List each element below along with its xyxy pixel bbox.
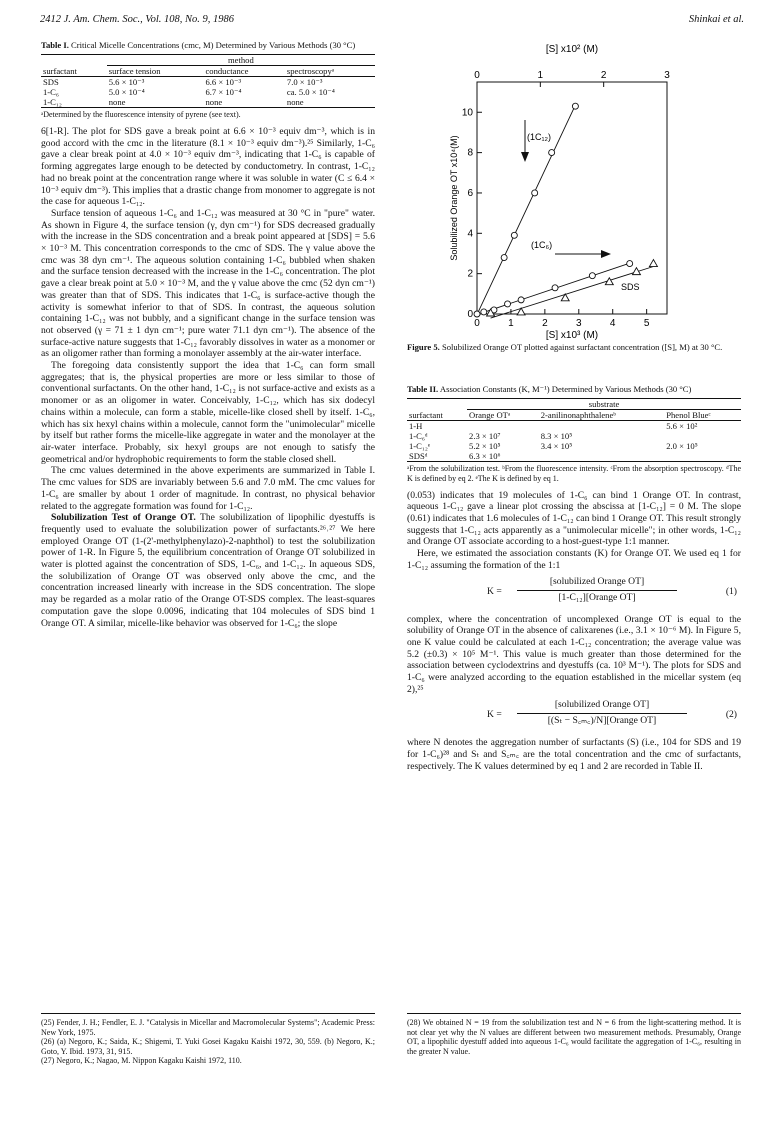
table1-col: conductance xyxy=(205,66,249,77)
figure5 xyxy=(407,40,741,382)
data-point-c6 xyxy=(505,301,511,307)
footnotes-right xyxy=(407,1013,741,1056)
table1-col: spectroscopyᵃ xyxy=(286,66,335,77)
data-point-c12 xyxy=(532,190,538,196)
left-column xyxy=(41,40,375,629)
y-tick-label: 6 xyxy=(467,187,473,199)
equation-1: K = [solubilized Orange OT] [1-C₁₂][Orange OT] (1) xyxy=(487,575,737,603)
reference: (25) Fender, J. H.; Fendler, E. J. "Catalysis in Micellar and Macromolecular Systems"; Academic Press: New York, 1975. xyxy=(41,1018,375,1037)
x-tick-label: 2 xyxy=(542,318,548,329)
x-tick-label: 4 xyxy=(609,318,616,329)
paragraph: where N denotes the aggregation number of surfactants (S) (i.e., 104 for SDS and 19 for 1-C₆)²⁸ and Sₜ and S꜀ₘ꜀ are the total concentration and the cmc of surfactants, respectively. The K values determined by eq 1 and 2 are recorded in Table II. xyxy=(407,737,741,772)
x-tick-label: 5 xyxy=(643,318,650,329)
figure5-chart xyxy=(407,40,741,340)
table2-footnote: ᵃFrom the solubilization test. ᵇFrom the fluorescence intensity. ᶜFrom the absorption spectroscopy. ᵈThe K is defined by eq 2. ᵉThe K is defined by eq 1. xyxy=(407,464,741,483)
top-axis-label: [S] x10² (M) xyxy=(545,44,599,55)
y-tick-label: 0 xyxy=(467,309,473,320)
paragraph: Solubilization Test of Orange OT. The solubilization of lipophilic dyestuffs is frequently used to evaluate the solubilization power of surfactants.²⁶˒²⁷ We here employed Orange OT (1-(2'-methylphenylazo)-2-naphthol) to test the solubilization power of 1-R. In Figure 5, the equilibrium concentration of Orange OT solubilized in water is plotted against the concentration of SDS, 1-C₆, and 1-C₁₂. In aqueous SDS, the solubilization of Orange OT was observed only above the cmc, and the concentration increased linearly with increase in the SDS concentration. The slope may be regarded as a molar ratio of the Orange OT-SDS complex. The least-squares computation gave the slope 0.0096, indicating that 104 molecules of SDS bind 1 Orange OT. A similar, micelle-like behavior was observed for 1-C₆; the slope xyxy=(41,512,375,629)
table2-col: surfactant xyxy=(409,410,443,421)
x-tick-label: 3 xyxy=(576,318,582,329)
series-line xyxy=(491,267,654,319)
table-row: 1-C₆ 5.0 × 10⁻⁴ 6.7 × 10⁻⁴ ca. 5.0 × 10⁻⁴ xyxy=(43,87,335,98)
table1-col: surface tension xyxy=(108,66,161,77)
y-axis-label: Solubilized Orange OT x10⁴(M) xyxy=(449,135,459,261)
table2-caption: Table II. Association Constants (K, M⁻¹) Determined by Various Methods (30 °C) xyxy=(407,384,692,394)
table-row: 1-C₁₂ᵉ 5.2 × 10⁵ 3.4 × 10⁵ 2.0 × 10⁵ xyxy=(409,441,698,452)
data-point-c6 xyxy=(552,285,558,291)
data-point-c6 xyxy=(518,297,524,303)
table1 xyxy=(41,54,375,108)
paragraph: complex, where the concentration of uncomplexed Orange OT is equal to the solubility of Orange OT in the absence of calixarenes (i.e., 3.1 × 10⁻⁶ M). In Figure 5, one K value could be calculated at each 1-C₁₂ concentration; the average value was 5.2 (±0.3) × 10⁵ M⁻¹. This value is much greater than those determined for the association between cyclodextrins and dyestuffs (ca. 10³ M⁻¹). The plots for SDS and 1-C₆ were analyzed according to the equation established in the micellar system (eq 2),²⁵ xyxy=(407,613,741,695)
table2-col: 2-anilinonaphthaleneᵇ xyxy=(540,410,616,421)
table1-col: surfactant xyxy=(43,66,77,77)
series-label-c12: (1C₁₂) xyxy=(527,132,552,142)
data-point-c6 xyxy=(481,309,487,315)
arrow-head xyxy=(521,152,529,162)
series-label-sds: SDS xyxy=(621,282,640,292)
reference: (28) We obtained N = 19 from the solubilization test and N = 6 from the light-scattering method. It is not clear yet why the N values are different between two measurement methods. Presumably, Orange OT, a lipophilic dyestuff added into aqueous 1-C₆ would facilitate the aggregation of 1-C₆, resulting in the greater N value. xyxy=(407,1018,741,1056)
series-label-c6: (1C₆) xyxy=(531,240,553,250)
y-tick-label: 4 xyxy=(467,228,473,240)
journal-citation: 2412 J. Am. Chem. Soc., Vol. 108, No. 9, 1986 xyxy=(40,14,235,25)
y-tick-label: 8 xyxy=(467,147,473,159)
y-tick-label: 10 xyxy=(461,107,473,119)
right-column xyxy=(407,40,741,773)
table2-col: Orange OTᵃ xyxy=(469,410,511,421)
table-row: 1-H 5.6 × 10² xyxy=(409,421,698,432)
top-tick-label: 2 xyxy=(600,70,607,81)
table-row: SDS 5.6 × 10⁻³ 6.6 × 10⁻³ 7.0 × 10⁻³ xyxy=(43,77,323,88)
bottom-axis-label: [S] x10³ (M) xyxy=(545,330,599,340)
reference: (26) (a) Negoro, K.; Saida, K.; Shigemi, T. Yuki Gosei Kagaku Kaishi 1972, 30, 559. (b) Negoro, K.; Goto, Y. Ibid. 1973, 31, 915. xyxy=(41,1037,375,1056)
data-point-c12 xyxy=(511,232,517,238)
top-tick-label: 1 xyxy=(537,70,544,81)
reference: (27) Negoro, K.; Nagao, M. Nippon Kagaku Kaishi 1972, 110. xyxy=(41,1056,242,1066)
data-point-c12 xyxy=(572,103,578,109)
table2 xyxy=(407,398,741,462)
table-row: 1-C₆ᵈ 2.3 × 10⁷ 8.3 × 10⁵ xyxy=(409,431,573,442)
equation-2: K = [solubilized Orange OT] [(Sₜ − S꜀ₘ꜀)/N][Orange OT] (2) xyxy=(487,699,737,727)
data-point-c12 xyxy=(549,150,555,156)
paragraph: Surface tension of aqueous 1-C₆ and 1-C₁₂ was measured at 30 °C in "pure" water. As shown in Figure 4, the surface tension (γ, dyn cm⁻¹) for SDS decreased gradually with the increase in the SDS concentration and a break point appeared at [SDS] = 5.6 × 10⁻³ M. This concentration corresponds to the cmc of SDS. The γ value above the cmc was 38 dyn cm⁻¹. The aqueous solution containing 1-C₆ bubbled when shaken and the surface tension decreased with the increase in the 1-C₆ concentration. The plot gave a clear break point at 5.0 × 10⁻³ M, and the γ value above the cmc (52 dyn cm⁻¹) was greater than that of SDS. This indicates that 1-C₆ is surface-active though the activity is somewhat inferior to that of SDS. In contrast, the aqueous solution containing 1-C₁₂ was not bubbly, and a significant change in the surface tension was not observed (γ = 71 ± 1 dyn cm⁻¹; pure water 71.1 dyn cm⁻¹). The absence of the surface-active nature suggests that 1-C₁₂ favorably dissolves in water as a monomer or as an oligomer rather than forming a monolayer assembly at the air-water interface. xyxy=(41,207,375,360)
data-point-c12 xyxy=(474,311,480,317)
arrow-head xyxy=(601,250,611,258)
paragraph: The foregoing data consistently support the idea that 1-C₆ can form small aggregates; that is, the physical properties are more or less similar to those of conventional surfactants. On the other hand, 1-C₁₂ is not surface-active and exists as a monomer or as an oligomer in water. Conceivably, 1-C₁₂, which has six dodecyl chains within a molecule, can form a stable, micelle-like closed shell by itself. 1-C₆, which has six hexyl chains within a molecule, cannot form the "unimolecular" micelle by itself but rather forms the micelle-like aggregate in water and the monolayer at the air-water interface. Probably, six hexyl groups are not enough to satisfy the geometrical and/or hydrophobic requirements to form the stable closed shell. xyxy=(41,360,375,465)
section-heading: Solubilization Test of Orange OT. xyxy=(51,512,196,524)
footnotes-left xyxy=(41,1013,375,1066)
table2-group-header: substrate xyxy=(467,399,741,410)
table2-col: Phenol Blueᶜ xyxy=(666,410,711,421)
x-tick-label: 1 xyxy=(508,318,514,329)
data-point-c12 xyxy=(501,255,507,261)
paragraph: 6[1-R]. The plot for SDS gave a break point at 6.6 × 10⁻³ equiv dm⁻³, which is in good accord with the cmc in the literature (8.1 × 10⁻³ equiv dm⁻³).²⁵ Similarly, 1-C₆ gave a clear break point at 4.0 × 10⁻³ equiv dm⁻³, indicating that 1-C₆ is capable of forming aggregates large enough to be detected by conductometry. In contrast, 1-C₁₂ had no break point at the concentration range where it was soluble in water (C ≤ 6.4 × 10⁻³ equiv dm⁻³). This implies that a drastic change from monomer to aggregate is not the case for aqueous 1-C₁₂. xyxy=(41,126,375,208)
y-tick-label: 2 xyxy=(467,268,473,280)
authors: Shinkai et al. xyxy=(688,14,744,25)
x-tick-label: 0 xyxy=(474,318,480,329)
table1-caption: Table I. Critical Micelle Concentrations (cmc, M) Determined by Various Methods (30 °C) xyxy=(41,40,356,50)
top-tick-label: 3 xyxy=(664,70,670,81)
table1-footnote: ᵃDetermined by the fluorescence intensity of pyrene (see text). xyxy=(41,110,241,120)
paragraph: (0.053) indicates that 19 molecules of 1-C₆ can bind 1 Orange OT. In contrast, aqueous 1-C₁₂ gave a linear plot crossing the abscissa at [1-C₁₂] = 0 M. The slope (0.61) indicates that 1.6 molecules of 1-C₁₂ can bind 1 Orange OT. This result strongly suggests that 1-C₁₂ acts apparently as a "unimolecular micelle"; in other words, 1-C₁₂ and Orange OT associate according to a host-guest-type 1:1 manner. xyxy=(407,489,741,548)
paragraph: Here, we estimated the association constants (K) for Orange OT. We used eq 1 for 1-C₁₂ assuming the formation of the 1:1 xyxy=(407,548,741,571)
data-point-sds xyxy=(649,260,657,267)
data-point-c6 xyxy=(589,273,595,279)
data-point-c6 xyxy=(627,261,633,267)
top-tick-label: 0 xyxy=(474,70,480,81)
table-row: 1-C₁₂ none none none xyxy=(41,97,375,108)
table1-group-header: method xyxy=(107,55,375,66)
running-header xyxy=(40,14,744,30)
paragraph: The cmc values determined in the above experiments are summarized in Table I. The cmc values for SDS are invariably between 5.6 and 7.0 mM. The cmc values for 1-C₆ are smaller by about 1 order of magnitude. In contrast, no physical behavior related to the aggregate formation was found for 1-C₁₂. xyxy=(41,465,375,512)
table-row: SDSᵈ 6.3 × 10⁶ xyxy=(407,451,741,462)
figure5-caption: Figure 5. Solubilized Orange OT plotted against surfactant concentration ([S], M) at 30 °C. xyxy=(407,342,723,352)
